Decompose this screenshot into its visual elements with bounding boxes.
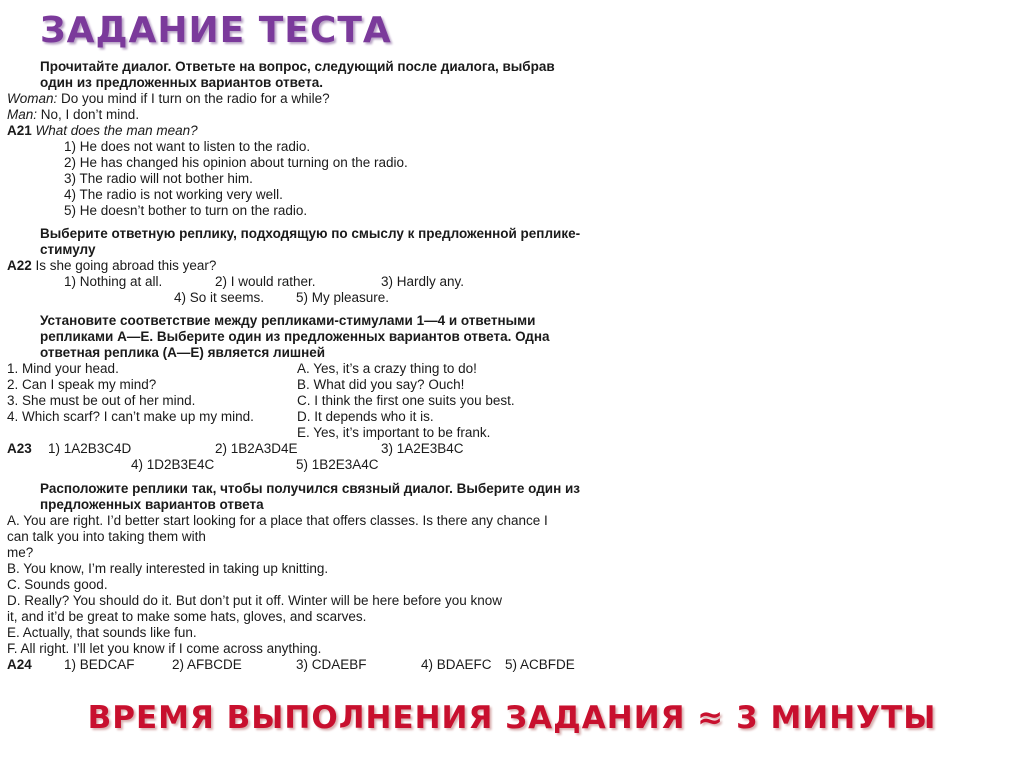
match-right-e: E. Yes, it’s important to be frank. [297, 425, 491, 440]
a24-option-4: 4) BDAEFC [421, 657, 492, 672]
slide-title: ЗАДАНИЕ ТЕСТА [40, 10, 392, 51]
a24-option-5: 5) ACBFDE [505, 657, 575, 672]
a21-option-4: 4) The radio is not working very well. [64, 187, 283, 202]
dialogue-line-a-2: can talk you into taking them with [7, 529, 206, 544]
a22-option-5: 5) My pleasure. [296, 290, 390, 305]
dialogue-line-a-3: me? [7, 545, 34, 560]
dialogue-line-e: E. Actually, that sounds like fun. [7, 625, 197, 640]
a23-option-4: 4) 1D2B3E4C [131, 457, 215, 472]
instruction-2-line-2: стимулу [40, 242, 96, 257]
instruction-3-line-3: ответная реплика (А—Е) является лишней [40, 345, 326, 360]
a23-option-1: 1) 1A2B3C4D [48, 441, 132, 456]
a24-option-2: 2) AFBCDE [172, 657, 242, 672]
instruction-1-line-2: один из предложенных вариантов ответа. [40, 75, 323, 90]
dialogue-line-b: B. You know, I’m really interested in taking up knitting. [7, 561, 329, 576]
match-left-1: 1. Mind your head. [7, 361, 119, 376]
a22-option-1: 1) Nothing at all. [64, 274, 163, 289]
dialog-line-woman: Woman: Do you mind if I turn on the radio for a while? [7, 91, 330, 106]
a21-option-2: 2) He has changed his opinion about turning on the radio. [64, 155, 408, 170]
a22-option-4: 4) So it seems. [174, 290, 265, 305]
time-limit-banner: ВРЕМЯ ВЫПОЛНЕНИЯ ЗАДАНИЯ ≈ 3 МИНУТЫ [87, 700, 937, 736]
a24-option-1: 1) BEDCAF [64, 657, 135, 672]
match-right-c: C. I think the first one suits you best. [297, 393, 515, 408]
match-left-4: 4. Which scarf? I can’t make up my mind. [7, 409, 254, 424]
match-right-a: A. Yes, it’s a crazy thing to do! [297, 361, 477, 376]
a21-option-5: 5) He doesn’t bother to turn on the radio. [64, 203, 308, 218]
dialogue-line-f: F. All right. I’ll let you know if I come across anything. [7, 641, 322, 656]
match-left-2: 2. Can I speak my mind? [7, 377, 157, 392]
a21-option-3: 3) The radio will not bother him. [64, 171, 253, 186]
instruction-1-line-1: Прочитайте диалог. Ответьте на вопрос, следующий после диалога, выбрав [40, 59, 555, 74]
dialogue-line-c: C. Sounds good. [7, 577, 108, 592]
a22-option-2: 2) I would rather. [215, 274, 316, 289]
dialogue-line-d-1: D. Really? You should do it. But don’t put it off. Winter will be here before you know [7, 593, 503, 608]
instruction-3-line-2: репликами А—Е. Выберите один из предложенных вариантов ответа. Одна [40, 329, 550, 344]
dialog-line-man: Man: No, I don’t mind. [7, 107, 140, 122]
question-a22: A22 Is she going abroad this year? [7, 258, 217, 273]
question-a21: A21 What does the man mean? [7, 123, 198, 138]
a21-option-1: 1) He does not want to listen to the radio. [64, 139, 311, 154]
match-right-d: D. It depends who it is. [297, 409, 434, 424]
dialogue-line-a-1: A. You are right. I’d better start looking for a place that offers classes. Is there any chance I [7, 513, 548, 528]
dialogue-line-d-2: it, and it’d be great to make some hats, gloves, and scarves. [7, 609, 367, 624]
a22-option-3: 3) Hardly any. [381, 274, 465, 289]
a23-option-2: 2) 1B2A3D4E [215, 441, 298, 456]
a23-option-3: 3) 1A2E3B4C [381, 441, 464, 456]
instruction-3-line-1: Установите соответствие между репликами-стимулами 1—4 и ответными [40, 313, 536, 328]
match-right-b: B. What did you say? Ouch! [297, 377, 465, 392]
a23-option-5: 5) 1B2E3A4C [296, 457, 379, 472]
match-left-3: 3. She must be out of her mind. [7, 393, 196, 408]
instruction-2-line-1: Выберите ответную реплику, подходящую по смыслу к предложенной реплике- [40, 226, 581, 241]
instruction-4-line-1: Расположите реплики так, чтобы получился связный диалог. Выберите один из [40, 481, 580, 496]
label-a23: A23 [7, 441, 32, 456]
instruction-4-line-2: предложенных вариантов ответа [40, 497, 264, 512]
label-a24: A24 [7, 657, 32, 672]
a24-option-3: 3) CDAEBF [296, 657, 367, 672]
